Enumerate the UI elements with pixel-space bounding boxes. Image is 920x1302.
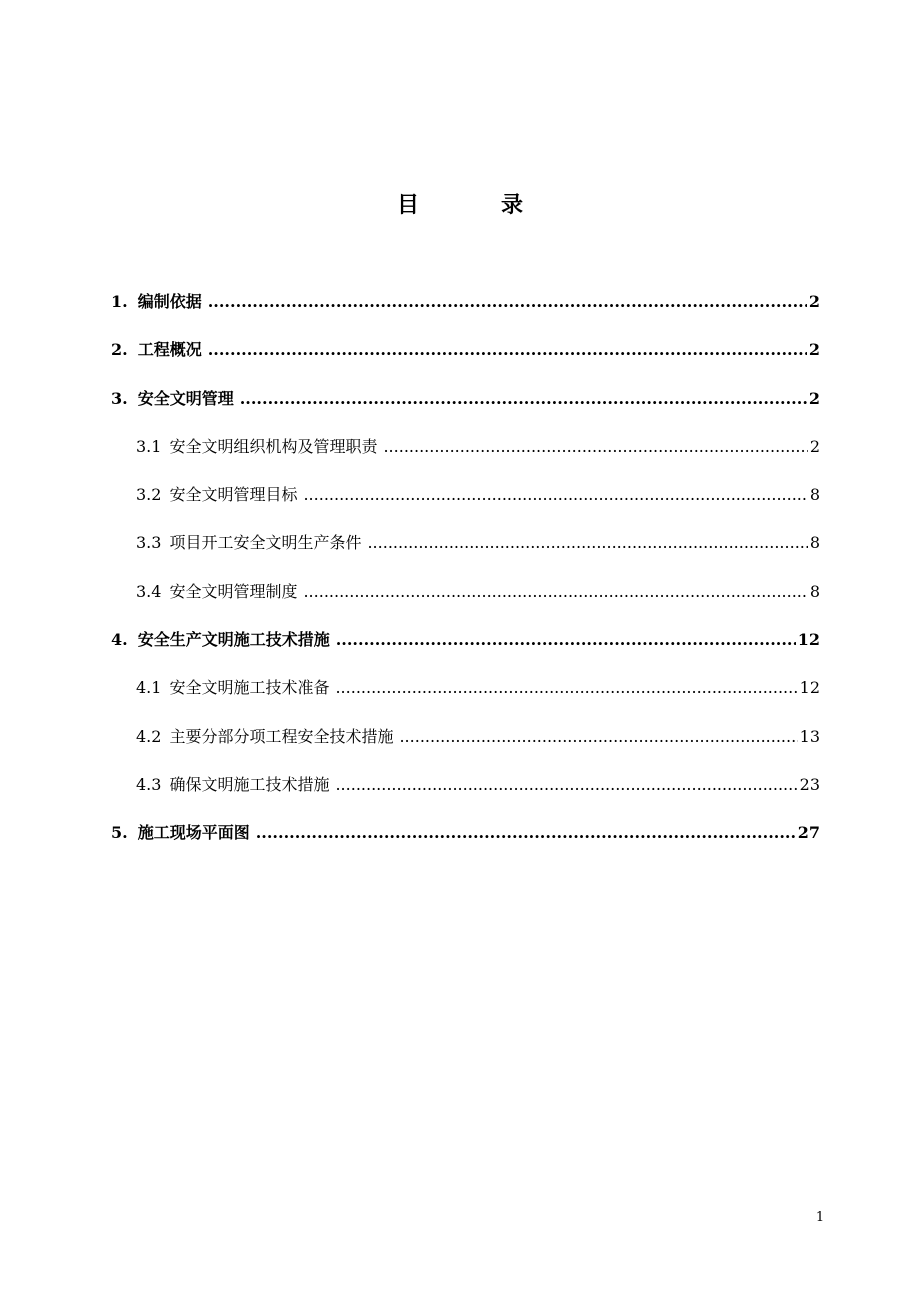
toc-entry-number: 3.4: [136, 581, 162, 601]
toc-entry-page: 13: [799, 726, 820, 746]
dot-leader: [335, 769, 797, 801]
dot-leader: [367, 527, 807, 559]
toc-entry-page: 12: [797, 630, 820, 650]
toc-entry-text: 安全文明组织机构及管理职责: [169, 436, 378, 456]
toc-entry-page: 8: [809, 485, 820, 505]
toc-entry-number: 3.3: [136, 533, 162, 553]
dot-leader: [335, 672, 797, 704]
toc-entry-page: 8: [809, 581, 820, 601]
toc-entry-number: 4.1: [136, 678, 162, 698]
toc-entry-page: 2: [808, 340, 820, 360]
toc-entry-page: 12: [799, 678, 820, 698]
dot-leader: [208, 286, 807, 318]
toc-entry-text: 确保文明施工技术措施: [169, 774, 330, 794]
toc-entry-text: 主要分部分项工程安全技术措施: [169, 726, 394, 746]
dot-leader: [240, 383, 807, 415]
toc-entry-4[interactable]: [111, 624, 820, 672]
toc-entry-3-3[interactable]: [111, 527, 820, 575]
toc-entry-page: 27: [797, 823, 820, 843]
toc-entry-number: 4.2: [136, 726, 162, 746]
toc-entry-number: 1.: [111, 292, 128, 311]
toc-entry-1[interactable]: [111, 286, 820, 334]
toc-entry-text: 安全文明管理: [137, 388, 234, 408]
toc-entry-number: 4.: [111, 630, 128, 650]
dot-leader: [399, 721, 797, 753]
toc-entry-number: 3.2: [136, 485, 162, 505]
toc-entry-text: 编制依据: [137, 292, 202, 311]
toc-entry-number: 3.1: [136, 436, 162, 456]
toc-entry-page: 2: [809, 436, 820, 456]
toc-entry-number: 5.: [111, 823, 128, 843]
toc-entry-4-1[interactable]: [111, 672, 820, 720]
toc-entry-5[interactable]: [111, 817, 820, 865]
toc-entry-number: 4.3: [136, 774, 162, 794]
toc-entry-text: 工程概况: [137, 340, 202, 360]
dot-leader: [256, 817, 796, 849]
toc-entry-page: 2: [808, 292, 820, 311]
toc-entry-3-1[interactable]: [111, 431, 820, 479]
toc-entry-2[interactable]: [111, 334, 820, 382]
toc-list: [111, 286, 820, 866]
toc-entry-page: 8: [809, 533, 820, 553]
toc-entry-4-3[interactable]: [111, 769, 820, 817]
dot-leader: [336, 624, 796, 656]
toc-entry-page: 23: [799, 774, 820, 794]
toc-entry-3-4[interactable]: [111, 576, 820, 624]
toc-entry-number: 2.: [111, 340, 128, 360]
dot-leader: [303, 576, 807, 608]
toc-entry-number: 3.: [111, 388, 128, 408]
toc-title: 目 录: [396, 192, 553, 218]
dot-leader: [303, 479, 807, 511]
toc-entry-page: 2: [808, 388, 820, 408]
page-number: 1: [815, 1210, 825, 1225]
dot-leader: [383, 431, 807, 463]
toc-entry-text: 安全文明管理目标: [169, 485, 298, 505]
toc-entry-text: 施工现场平面图: [137, 823, 250, 843]
toc-entry-text: 安全生产文明施工技术措施: [137, 630, 330, 650]
toc-entry-text: 安全文明管理制度: [169, 581, 298, 601]
toc-entry-4-2[interactable]: [111, 721, 820, 769]
toc-entry-3[interactable]: [111, 383, 820, 431]
toc-entry-text: 安全文明施工技术准备: [169, 678, 330, 698]
dot-leader: [208, 334, 807, 366]
toc-entry-3-2[interactable]: [111, 479, 820, 527]
toc-entry-text: 项目开工安全文明生产条件: [169, 533, 362, 553]
